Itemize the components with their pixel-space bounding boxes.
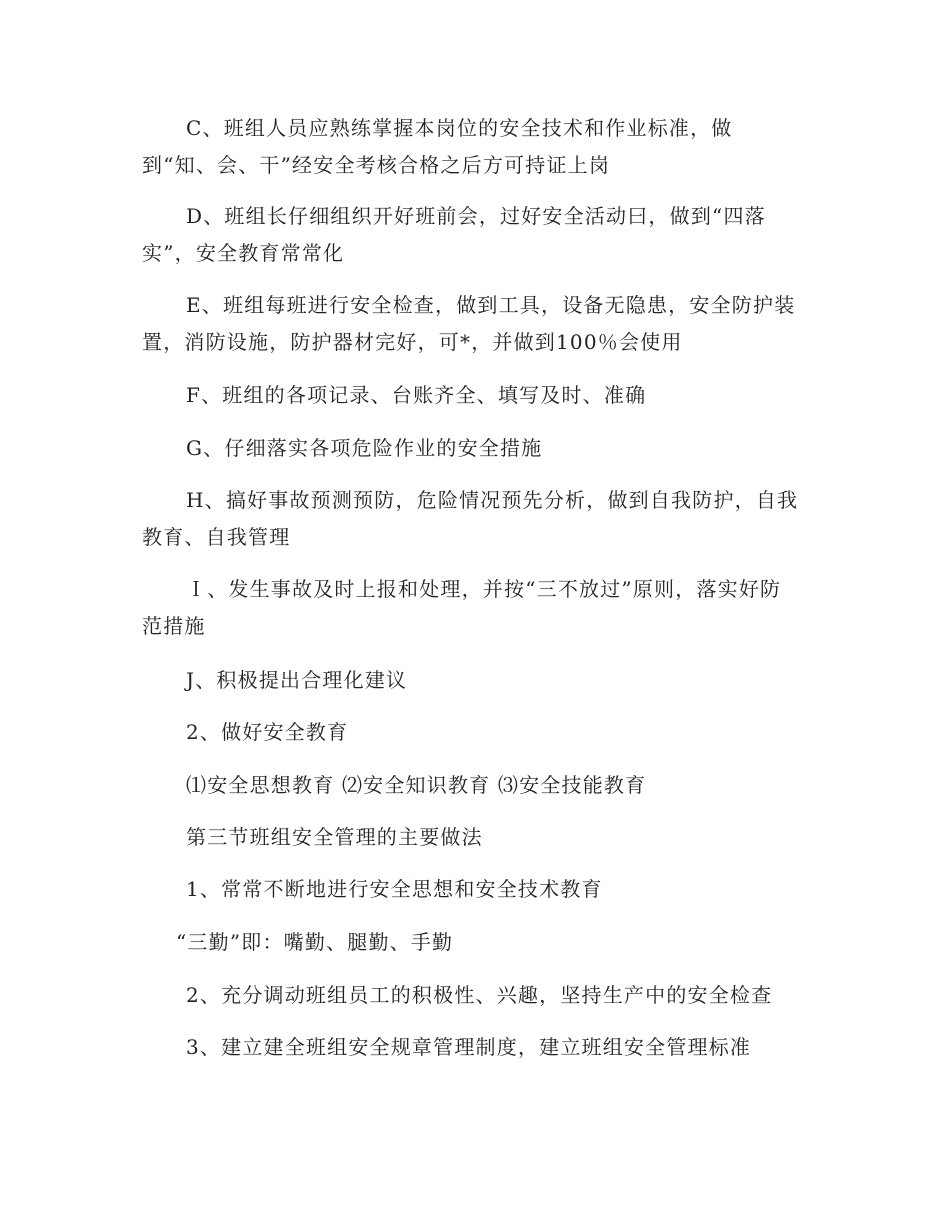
paragraph-c-line-2: 到“知、会、干”经安全考核合格之后方可持证上岗 bbox=[142, 153, 611, 177]
education-list: ⑴安全思想教育 ⑵安全知识教育 ⑶安全技能教育 bbox=[186, 773, 647, 797]
paragraph-e-line-1: E、班组每班进行安全检查，做到工具，设备无隐患，安全防护装 bbox=[186, 293, 796, 317]
paragraph-i bbox=[142, 571, 810, 645]
three-diligence: “三勤”即：嘴勤、腿勤、手勤 bbox=[176, 930, 454, 954]
paragraph-c-line-1: C、班组人员应熟练掌握本岗位的安全技术和作业标准，做 bbox=[186, 116, 733, 140]
method-3: 3、建立建全班组安全规章管理制度，建立班组安全管理标准 bbox=[186, 1035, 752, 1059]
paragraph-d bbox=[142, 198, 810, 272]
section-3-heading: 第三节班组安全管理的主要做法 bbox=[186, 825, 483, 849]
method-1: 1、常常不断地进行安全思想和安全技术教育 bbox=[186, 877, 603, 901]
paragraph-d-line-2: 实”，安全教育常常化 bbox=[142, 241, 345, 265]
paragraph-h bbox=[142, 482, 810, 556]
paragraph-j: J、积极提出合理化建议 bbox=[186, 668, 408, 692]
paragraph-f: F、班组的各项记录、台账齐全、填写及时、准确 bbox=[186, 383, 647, 407]
paragraph-i-line-1: Ｉ、发生事故及时上报和处理，并按“三不放过”原则，落实好防 bbox=[186, 577, 782, 601]
paragraph-d-line-1: D、班组长仔细组织开好班前会，过好安全活动曰，做到“四落 bbox=[186, 204, 766, 228]
paragraph-e bbox=[142, 287, 810, 361]
method-2: 2、充分调动班组员工的积极性、兴趣，坚持生产中的安全检查 bbox=[186, 983, 773, 1007]
paragraph-h-line-1: H、搞好事故预测预防，危险情况预先分析，做到自我防护，自我 bbox=[186, 488, 799, 512]
paragraph-g: G、仔细落实各项危险作业的安全措施 bbox=[186, 436, 543, 460]
section-2-heading: 2、做好安全教育 bbox=[186, 720, 349, 744]
paragraph-i-line-2: 范措施 bbox=[142, 614, 206, 638]
paragraph-c bbox=[142, 110, 810, 184]
paragraph-h-line-2: 教育、自我管理 bbox=[142, 525, 291, 549]
paragraph-e-line-2: 置，消防设施，防护器材完好，可*，并做到100％会使用 bbox=[142, 330, 683, 354]
